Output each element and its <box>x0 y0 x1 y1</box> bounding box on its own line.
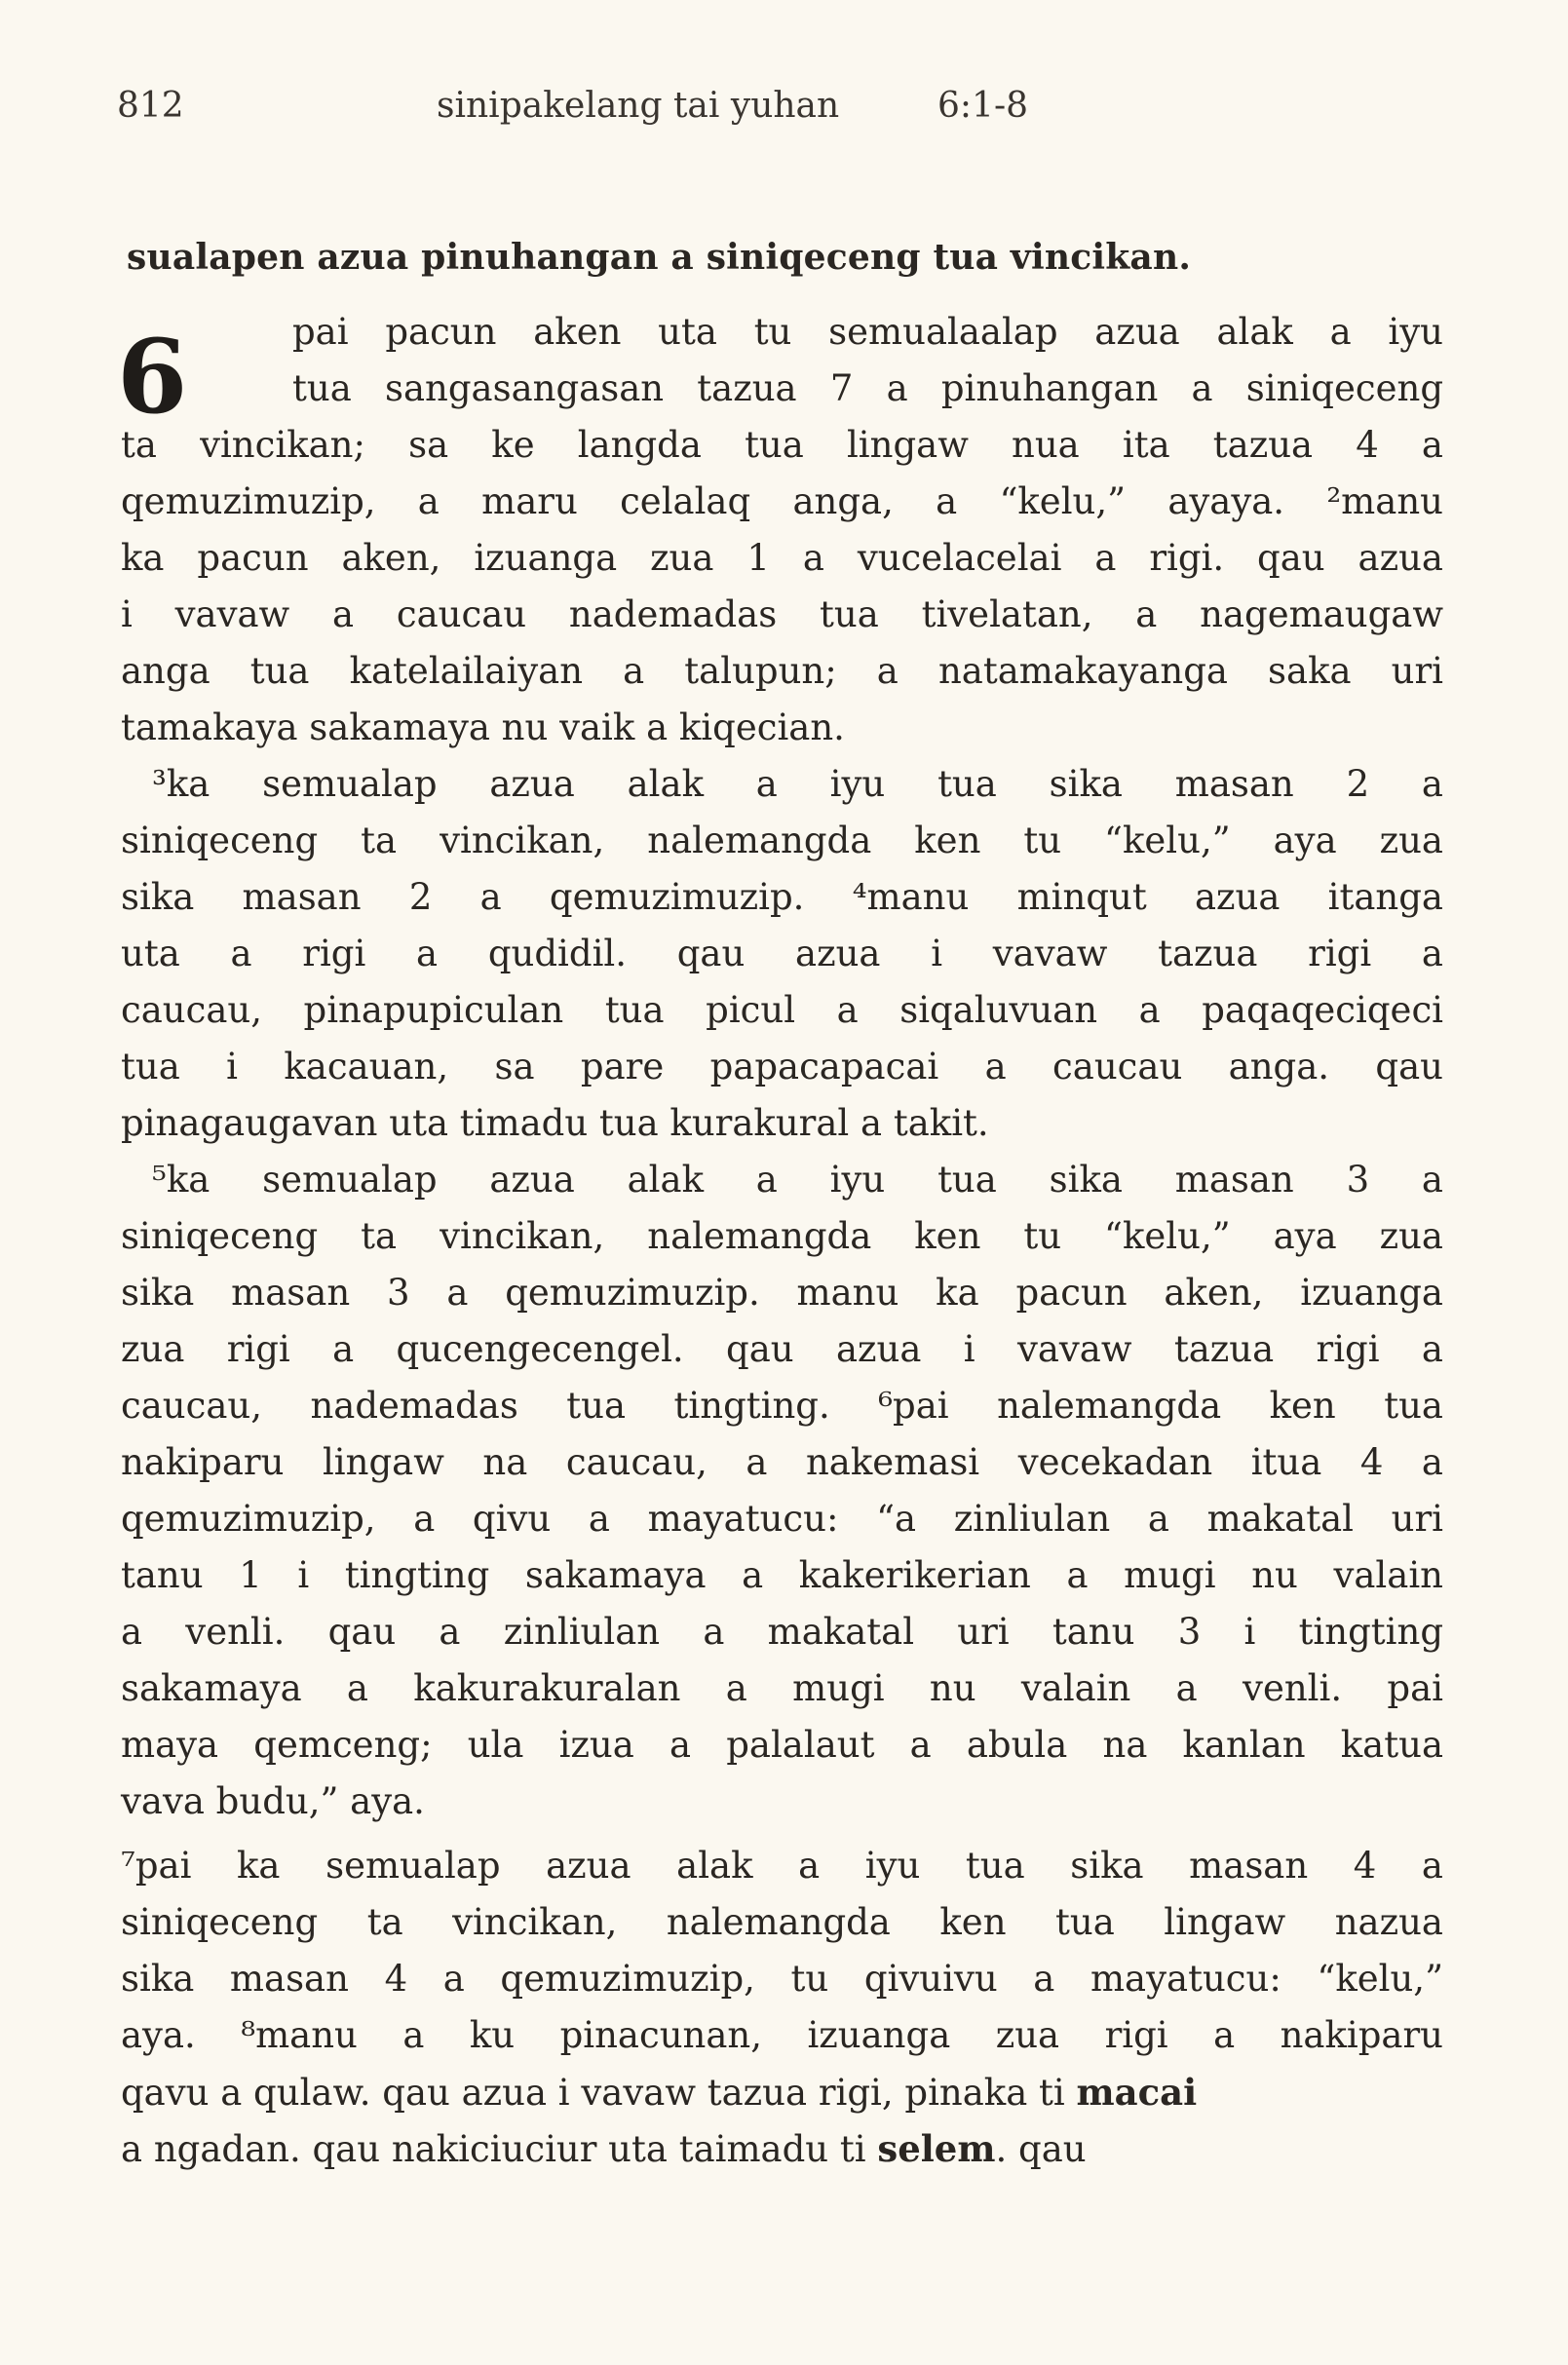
text-line: ³ka semualap azua alak a iyu tua sika masan 2 a <box>152 763 1443 805</box>
text-line: aya. ⁸manu a ku pinacunan, izuanga zua rigi a nakiparu <box>121 2014 1443 2056</box>
bold-term-macai: macai <box>1076 2071 1198 2114</box>
text-line: ka pacun aken, izuanga zua 1 a vucelacelai a rigi. qau azua <box>121 537 1443 579</box>
text-line: ⁷pai ka semualap azua alak a iyu tua sika masan 4 a <box>121 1845 1443 1887</box>
text-line-with-bold <box>121 2065 1443 2119</box>
text-line: ⁵ka semualap azua alak a iyu tua sika masan 3 a <box>152 1159 1443 1201</box>
text-line: i vavaw a caucau nademadas tua tivelatan, a nagemaugaw <box>121 593 1443 635</box>
text-line: uta a rigi a qudidil. qau azua i vavaw tazua rigi a <box>121 933 1443 974</box>
text-line: siniqeceng ta vincikan, nalemangda ken tua lingaw nazua <box>121 1901 1443 1943</box>
text-line: caucau, nademadas tua tingting. ⁶pai nalemangda ken tua <box>121 1385 1443 1427</box>
text-line: sika masan 3 a qemuzimuzip. manu ka pacun aken, izuanga <box>121 1272 1443 1314</box>
text-segment: a ngadan. qau nakiciuciur uta taimadu ti <box>121 2128 866 2170</box>
text-line: tua sangasangasan tazua 7 a pinuhangan a siniqeceng <box>292 367 1443 409</box>
text-line: maya qemceng; ula izua a palalaut a abula na kanlan katua <box>121 1724 1443 1766</box>
text-line: ta vincikan; sa ke langda tua lingaw nua ita tazua 4 a <box>121 424 1443 466</box>
running-title: sinipakelang tai yuhan <box>437 86 840 126</box>
text-line: sika masan 4 a qemuzimuzip, tu qivuivu a mayatucu: “kelu,” <box>121 1958 1443 2000</box>
text-line: zua rigi a qucengecengel. qau azua i vavaw tazua rigi a <box>121 1328 1443 1370</box>
text-line: nakiparu lingaw na caucau, a nakemasi vecekadan itua 4 a <box>121 1441 1443 1483</box>
page-number: 812 <box>117 86 184 126</box>
page-header <box>117 86 1442 134</box>
text-line: a venli. qau a zinliulan a makatal uri tanu 3 i tingting <box>121 1611 1443 1653</box>
text-line: sika masan 2 a qemuzimuzip. ⁴manu minqut azua itanga <box>121 876 1443 918</box>
section-heading: sualapen azua pinuhangan a siniqeceng tua vincikan. <box>127 237 1192 278</box>
text-segment: . qau <box>995 2128 1087 2170</box>
text-line: siniqeceng ta vincikan, nalemangda ken tu “kelu,” aya zua <box>121 1215 1443 1257</box>
text-line: vava budu,” aya. <box>121 1780 425 1822</box>
text-line: anga tua katelailaiyan a talupun; a natamakayanga saka uri <box>121 650 1443 692</box>
chapter-reference: 6:1-8 <box>937 86 1029 126</box>
text-line: qemuzimuzip, a qivu a mayatucu: “a zinliulan a makatal uri <box>121 1498 1443 1540</box>
text-line: qemuzimuzip, a maru celalaq anga, a “kelu,” ayaya. ²manu <box>121 480 1443 522</box>
text-line: tamakaya sakamaya nu vaik a kiqecian. <box>121 706 845 748</box>
text-line: caucau, pinapupiculan tua picul a siqaluvuan a paqaqeciqeci <box>121 989 1443 1031</box>
text-line: sakamaya a kakurakuralan a mugi nu valain a venli. pai <box>121 1667 1443 1709</box>
text-line: tanu 1 i tingting sakamaya a kakerikerian a mugi nu valain <box>121 1554 1443 1596</box>
text-line: siniqeceng ta vincikan, nalemangda ken tu “kelu,” aya zua <box>121 820 1443 861</box>
text-line: tua i kacauan, sa pare papacapacai a caucau anga. qau <box>121 1046 1443 1087</box>
text-line: pinagaugavan uta timadu tua kurakural a takit. <box>121 1102 989 1144</box>
chapter-number: 6 <box>117 317 188 437</box>
text-line-with-bold <box>121 2121 1443 2176</box>
text-segment: qavu a qulaw. qau azua i vavaw tazua rigi, pinaka ti <box>121 2072 1065 2114</box>
text-line: pai pacun aken uta tu semualaalap azua alak a iyu <box>292 311 1443 353</box>
bold-term-selem: selem <box>877 2127 996 2170</box>
